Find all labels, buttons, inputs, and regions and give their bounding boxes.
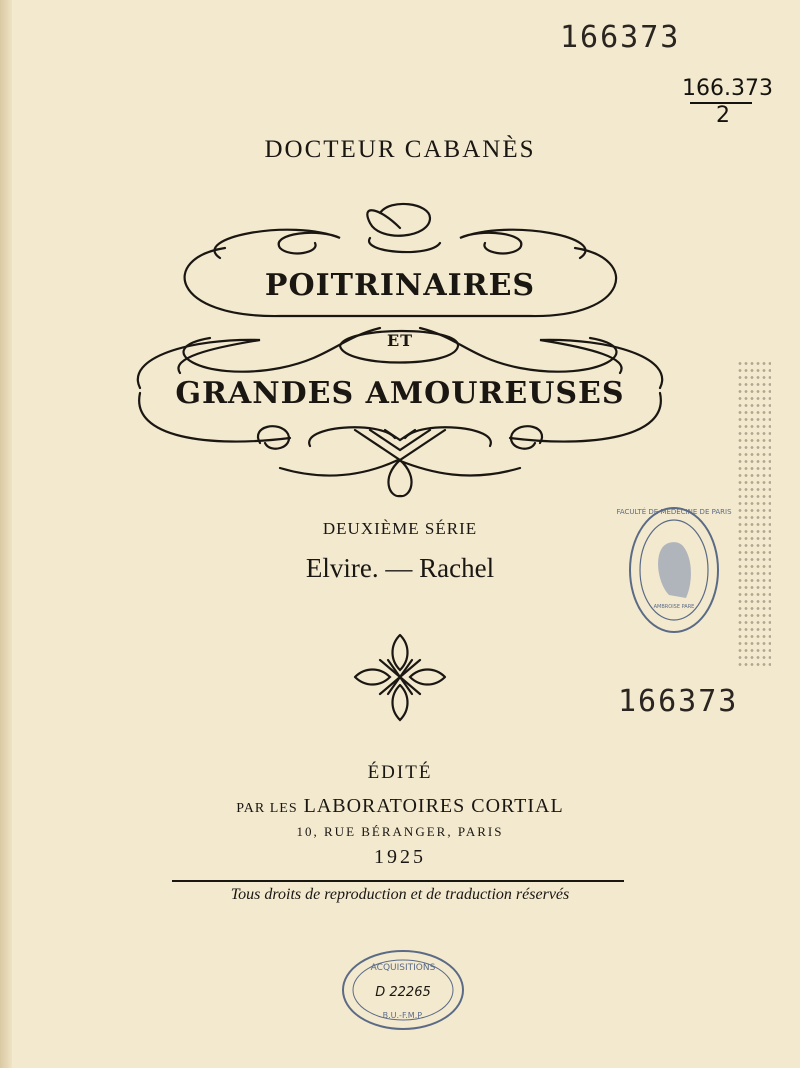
rights-notice: Tous droits de reproduction et de traduction réservés <box>230 886 570 903</box>
edited-label: ÉDITÉ <box>367 762 433 783</box>
publisher-line <box>0 795 800 818</box>
inventory-number-top: 166373 <box>560 20 681 55</box>
series-label: DEUXIÈME SÉRIE <box>322 519 478 538</box>
author-name: DOCTEUR CABANÈS <box>264 136 536 163</box>
acquisitions-stamp <box>340 948 466 1032</box>
publisher-name: LABORATOIRES CORTIAL <box>303 795 564 817</box>
inventory-number-middle: 166373 <box>618 684 739 719</box>
rights-rule <box>172 880 624 882</box>
shelfmark-top: 166.373 <box>682 76 773 101</box>
title-conjunction: ET <box>386 331 414 350</box>
faculty-stamp-text: FACULTÉ DE MÉDECINE DE PARIS <box>616 508 732 516</box>
acquisitions-stamp-bottom: B.U.-F.M.P. <box>382 1011 424 1020</box>
acquisitions-stamp-number: D 22265 <box>375 985 431 1000</box>
title-line-1: POITRINAIRES <box>264 268 536 303</box>
faculty-stamp <box>616 500 732 640</box>
publisher-prefix: PAR LES <box>236 801 298 816</box>
publication-year: 1925 <box>374 846 426 868</box>
acquisitions-stamp-top: ACQUISITIONS <box>370 963 436 973</box>
subtitle: Elvire. — Rachel <box>305 553 495 583</box>
perforation-mark <box>737 360 771 670</box>
publisher-address: 10, RUE BÉRANGER, PARIS <box>296 824 504 839</box>
shelfmark-bottom: 2 <box>716 103 730 128</box>
title-line-2: GRANDES AMOUREUSES <box>175 376 625 411</box>
center-ornament <box>350 630 450 725</box>
faculty-stamp-inner-text: AMBROISE PARE <box>653 604 695 610</box>
